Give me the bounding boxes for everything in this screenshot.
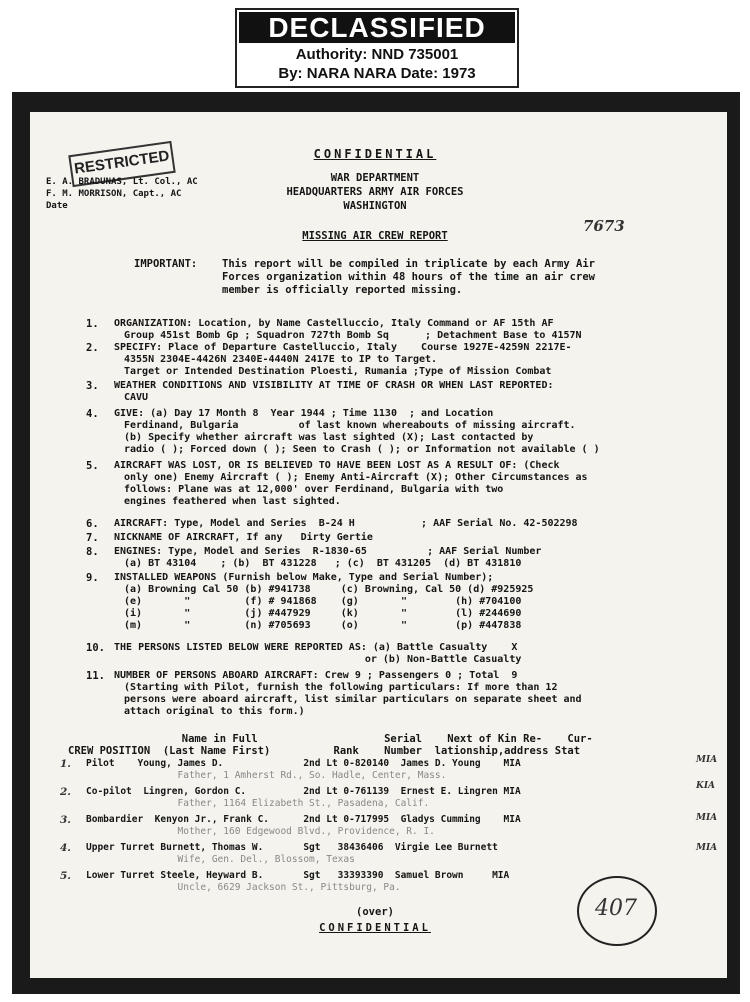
item-number: 5. [86, 460, 99, 472]
item-number: 8. [86, 546, 99, 558]
item-line: GIVE: (a) Day 17 Month 8 Year 1944 ; Time 1130 ; and Location [114, 408, 494, 419]
item-number: 7. [86, 532, 99, 544]
item-line: INSTALLED WEAPONS (Furnish below Make, Type and Serial Number); [114, 572, 494, 583]
important-line: Forces organization within 48 hours of the time an air crew [222, 271, 595, 283]
item-line: persons were aboard aircraft, list similar particulars on separate sheet and [124, 694, 582, 705]
page-number: 407 [595, 896, 637, 921]
item-number: 3. [86, 380, 99, 392]
restricted-stamp: RESTRICTED [68, 141, 175, 187]
important-line: This report will be compiled in triplicate by each Army Air [222, 258, 595, 270]
crew-number: 5. [60, 870, 71, 882]
item-line: CAVU [124, 392, 149, 403]
stamp-line-1: E. A. BRADUNAS, Lt. Col., AC [46, 177, 198, 187]
crew-next-of-kin-row: Father, 1164 Elizabeth St., Pasadena, Calif. [86, 798, 430, 809]
stamp-line-2: F. M. MORRISON, Capt., AC [46, 189, 182, 199]
declassified-stamp [235, 8, 519, 88]
item-number: 2. [86, 342, 99, 354]
important-label: IMPORTANT: [134, 258, 198, 270]
item-line: NUMBER OF PERSONS ABOARD AIRCRAFT: Crew 9 ; Passengers 0 ; Total 9 [114, 670, 518, 681]
important-line: member is officially reported missing. [222, 284, 463, 296]
item-number: 9. [86, 572, 99, 584]
item-line: only one) Enemy Aircraft ( ); Enemy Anti-Aircraft (X); Other Circumstances as [124, 472, 588, 483]
item-line: 4355N 2304E-4426N 2340E-4440N 2417E to IP to Target. [124, 354, 438, 365]
crew-row: Upper Turret Burnett, Thomas W. Sgt 38436406 Virgie Lee Burnett [86, 842, 498, 853]
item-line: (b) Specify whether aircraft was last sighted (X); Last contacted by [124, 432, 534, 443]
item-line: radio ( ); Forced down ( ); Seen to Crash ( ); or Information not available ( ) [124, 444, 600, 455]
crew-row: Bombardier Kenyon Jr., Frank C. 2nd Lt 0-717995 Gladys Cumming MIA [86, 814, 521, 825]
declassified-by: By: NARA NARA Date: 1973 [278, 65, 476, 82]
item-line: follows: Plane was at 12,000' over Ferdinand, Bulgaria with two [124, 484, 504, 495]
item-number: 6. [86, 518, 99, 530]
stamp-date-label: Date [46, 201, 68, 211]
report-number: 7673 [583, 217, 625, 235]
headquarters: HEADQUARTERS ARMY AIR FORCES [286, 186, 464, 198]
item-line: THE PERSONS LISTED BELOW WERE REPORTED AS: (a) Battle Casualty X [114, 642, 518, 653]
city: WASHINGTON [343, 200, 407, 212]
item-line: ENGINES: Type, Model and Series R-1830-65 ; AAF Serial Number [114, 546, 542, 557]
margin-note: MIA [696, 755, 718, 765]
report-title: MISSING AIR CREW REPORT [302, 230, 448, 242]
crew-number: 2. [60, 786, 71, 798]
item-line: (Starting with Pilot, furnish the following particulars: If more than 12 [124, 682, 558, 693]
item-line: (m) " (n) #705693 (o) " (p) #447838 [124, 620, 522, 631]
item-line: ORGANIZATION: Location, by Name Castelluccio, Italy Command or AF 15th AF [114, 318, 554, 329]
crew-row: Lower Turret Steele, Heyward B. Sgt 33393390 Samuel Brown MIA [86, 870, 510, 881]
margin-note: MIA [696, 843, 718, 853]
item-line: NICKNAME OF AIRCRAFT, If any Dirty Gertie [114, 532, 373, 543]
item-line: SPECIFY: Place of Departure Castelluccio, Italy Course 1927E-4259N 2217E- [114, 342, 572, 353]
page-number-circle [577, 876, 657, 946]
crew-next-of-kin-row: Mother, 160 Edgewood Blvd., Providence, R. I. [86, 826, 435, 837]
item-line: engines feathered when last sighted. [124, 496, 341, 507]
declassified-title: DECLASSIFIED [239, 12, 515, 43]
crew-number: 3. [60, 814, 71, 826]
item-line: AIRCRAFT: Type, Model and Series B-24 H ; AAF Serial No. 42-502298 [114, 518, 578, 529]
crew-next-of-kin-row: Uncle, 6629 Jackson St., Pittsburg, Pa. [86, 882, 401, 893]
item-line: (i) " (j) #447929 (k) " (l) #244690 [124, 608, 522, 619]
crew-number: 1. [60, 758, 71, 770]
item-line: AIRCRAFT WAS LOST, OR IS BELIEVED TO HAVE BEEN LOST AS A RESULT OF: (Check [114, 460, 560, 471]
crew-header-line-2: CREW POSITION (Last Name First) Rank Number lationship,address Stat [68, 745, 581, 757]
crew-row: Pilot Young, James D. 2nd Lt 0-820140 James D. Young MIA [86, 758, 521, 769]
item-line: (a) BT 43104 ; (b) BT 431228 ; (c) BT 431205 (d) BT 431810 [124, 558, 522, 569]
department: WAR DEPARTMENT [330, 172, 420, 184]
item-line: Ferdinand, Bulgaria of last known whereabouts of missing aircraft. [124, 420, 576, 431]
crew-next-of-kin-row: Father, 1 Amherst Rd., So. Hadle, Center, Mass. [86, 770, 447, 781]
declassified-authority: Authority: NND 735001 [295, 46, 459, 63]
item-number: 11. [86, 670, 105, 682]
over-label: (over) [356, 906, 394, 918]
item-line: WEATHER CONDITIONS AND VISIBILITY AT TIME OF CRASH OR WHEN LAST REPORTED: [114, 380, 554, 391]
classification-top: CONFIDENTIAL [313, 147, 437, 161]
item-line: (e) " (f) # 941868 (g) " (h) #704100 [124, 596, 522, 607]
margin-note: KIA [696, 781, 716, 791]
classification-bottom: CONFIDENTIAL [319, 922, 431, 934]
item-number: 10. [86, 642, 105, 654]
item-number: 4. [86, 408, 99, 420]
crew-number: 4. [60, 842, 71, 854]
crew-next-of-kin-row: Wife, Gen. Del., Blossom, Texas [86, 854, 355, 865]
item-line: (a) Browning Cal 50 (b) #941738 (c) Browning, Cal 50 (d) #925925 [124, 584, 534, 595]
item-line: attach original to this form.) [124, 706, 305, 717]
crew-row: Co-pilot Lingren, Gordon C. 2nd Lt 0-761139 Ernest E. Lingren MIA [86, 786, 521, 797]
item-line: Group 451st Bomb Gp ; Squadron 727th Bomb Sq ; Detachment Base to 4157N [124, 330, 582, 341]
margin-note: MIA [696, 813, 718, 823]
item-line: or (b) Non-Battle Casualty [124, 654, 522, 665]
crew-header-line-1: Name in Full Serial Next of Kin Re- Cur- [68, 733, 593, 745]
item-line: Target or Intended Destination Ploesti, Rumania ;Type of Mission Combat [124, 366, 552, 377]
item-number: 1. [86, 318, 99, 330]
